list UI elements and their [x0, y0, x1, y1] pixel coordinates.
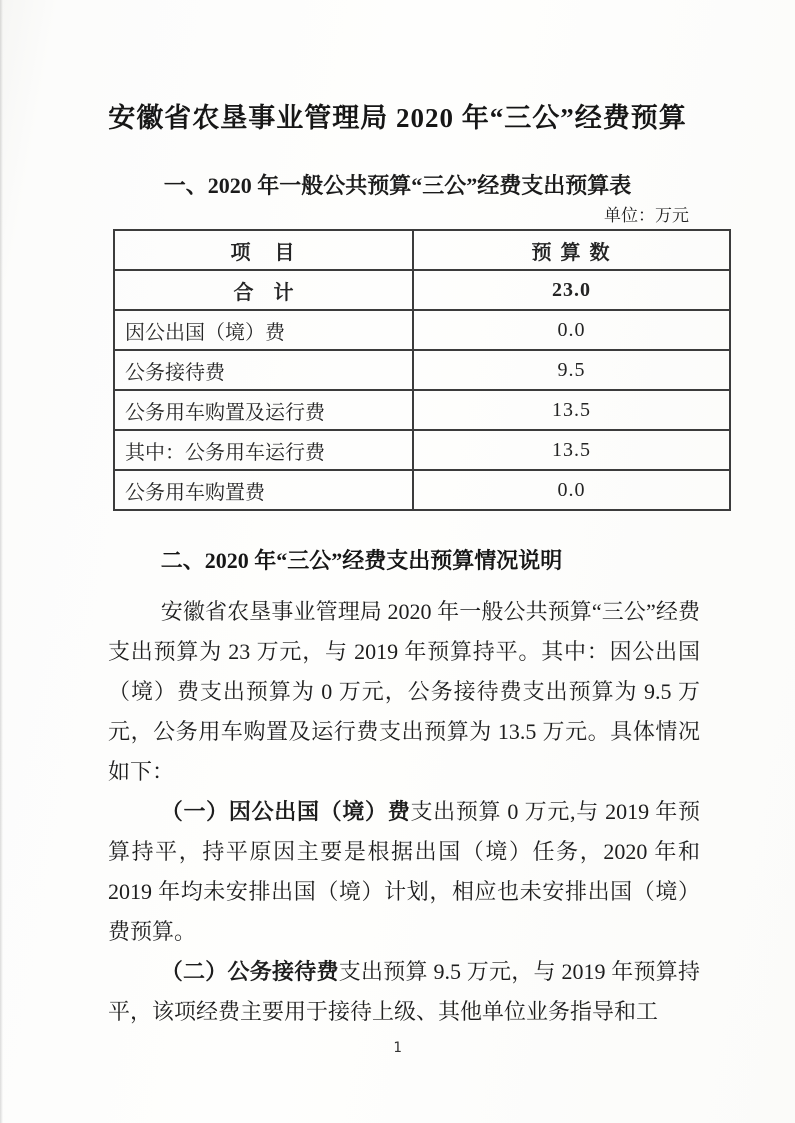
item-cell: 公务接待费	[114, 350, 413, 390]
table-row-vehicle-total	[114, 390, 730, 430]
unit-label: 单位：万元	[604, 206, 689, 225]
table-header-row	[114, 230, 730, 270]
document-title: 安徽省农垦事业管理局 2020 年“三公”经费预算	[108, 103, 687, 133]
table-row-abroad	[114, 310, 730, 350]
paragraph-lead: （一）因公出国（境）费	[160, 799, 411, 824]
table-header-item: 项 目	[114, 230, 413, 270]
table-row-vehicle-purchase	[114, 470, 730, 510]
item-cell: 因公出国（境）费	[114, 310, 413, 350]
value-cell: 9.5	[413, 350, 730, 390]
value-cell: 0.0	[413, 310, 730, 350]
section2-heading: 二、2020 年“三公”经费支出预算情况说明	[160, 548, 563, 573]
item-cell: 合 计	[114, 270, 413, 310]
paragraph-abroad-fee	[108, 792, 700, 952]
budget-table	[113, 229, 731, 511]
table-header-value: 预 算 数	[413, 230, 730, 270]
value-cell: 13.5	[413, 390, 730, 430]
item-cell: 公务用车购置费	[114, 470, 413, 510]
page-number: 1	[393, 1040, 402, 1056]
item-cell: 公务用车购置及运行费	[114, 390, 413, 430]
paragraph-overview	[108, 592, 700, 792]
table-row-total	[114, 270, 730, 310]
table-row-vehicle-operation	[114, 430, 730, 470]
item-cell: 其中：公务用车运行费	[114, 430, 413, 470]
section2	[108, 540, 700, 1032]
paragraph-text: 安徽省农垦事业管理局 2020 年一般公共预算“三公”经费支出预算为 23 万元，与 2019 年预算持平。其中：因公出国（境）费支出预算为 0 万元，公务接待费支出预算为 9.5 万元，公务用车购置及运行费支出预算为 13.5 万元。具体情况如下：	[108, 599, 700, 784]
value-cell: 23.0	[413, 270, 730, 310]
section1-heading: 一、2020 年一般公共预算“三公”经费支出预算表	[163, 173, 632, 198]
paragraph-lead: （二）公务接待费	[160, 959, 339, 984]
value-cell: 0.0	[413, 470, 730, 510]
table-row-reception	[114, 350, 730, 390]
paragraph-text: 支出预算 0 万元,与 2019 年预算持平，持平原因主要是根据出国（境）任务，2020 年和 2019 年均未安排出国（境）计划，相应也未安排出国（境）费预算。	[108, 799, 700, 944]
paragraph-reception-fee	[108, 952, 700, 1032]
value-cell: 13.5	[413, 430, 730, 470]
paragraph-text: 支出预算 9.5 万元，与 2019 年预算持平，该项经费主要用于接待上级、其他单位业务指导和工	[108, 959, 700, 1024]
